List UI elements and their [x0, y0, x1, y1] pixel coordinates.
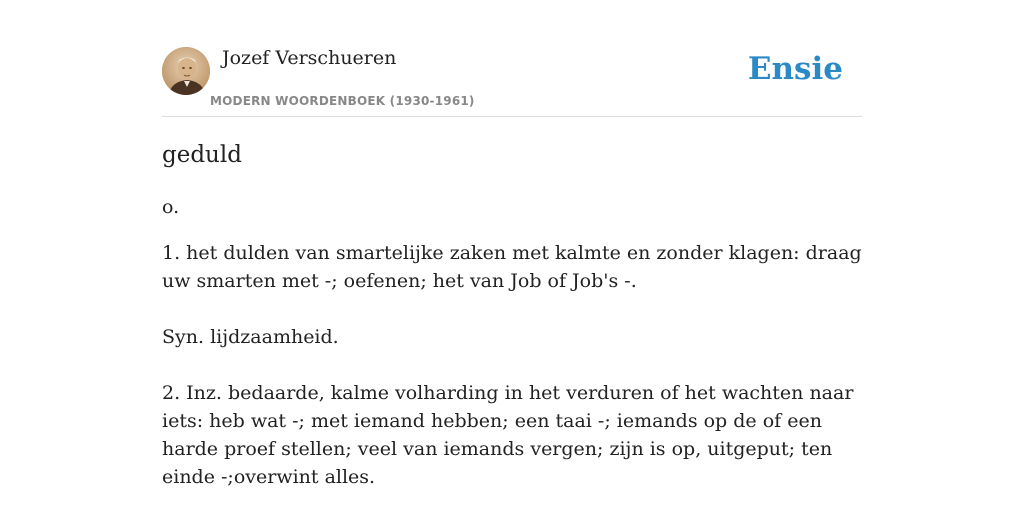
headword: geduld — [162, 142, 242, 168]
author-portrait-icon — [162, 47, 210, 95]
synonym-line: Syn. lijdzaamheid. — [162, 326, 339, 348]
entry-card — [162, 0, 862, 512]
definition-sense-2: 2. Inz. bedaarde, kalme volharding in het verduren of het wachten naar iets: heb wat -; met iemand hebben; een taai -; iemands op de of een harde proef stellen; veel van iemands vergen; zijn is op, uitgeput; ten einde -;overwint alles. — [162, 382, 854, 488]
definition-body — [162, 239, 862, 519]
author-name[interactable]: Jozef Verschueren — [222, 47, 397, 69]
definition-sense-1: 1. het dulden van smartelijke zaken met kalmte en zonder klagen: draag uw smarten met -; oefenen; het van Job of Job's -. — [162, 242, 862, 292]
author-avatar[interactable] — [162, 47, 210, 95]
source-dictionary[interactable]: MODERN WOORDENBOEK (1930-1961) — [210, 94, 475, 108]
entry-header — [162, 0, 862, 117]
grammar-label: o. — [162, 196, 180, 218]
brand-logo[interactable]: Ensie — [747, 51, 843, 87]
